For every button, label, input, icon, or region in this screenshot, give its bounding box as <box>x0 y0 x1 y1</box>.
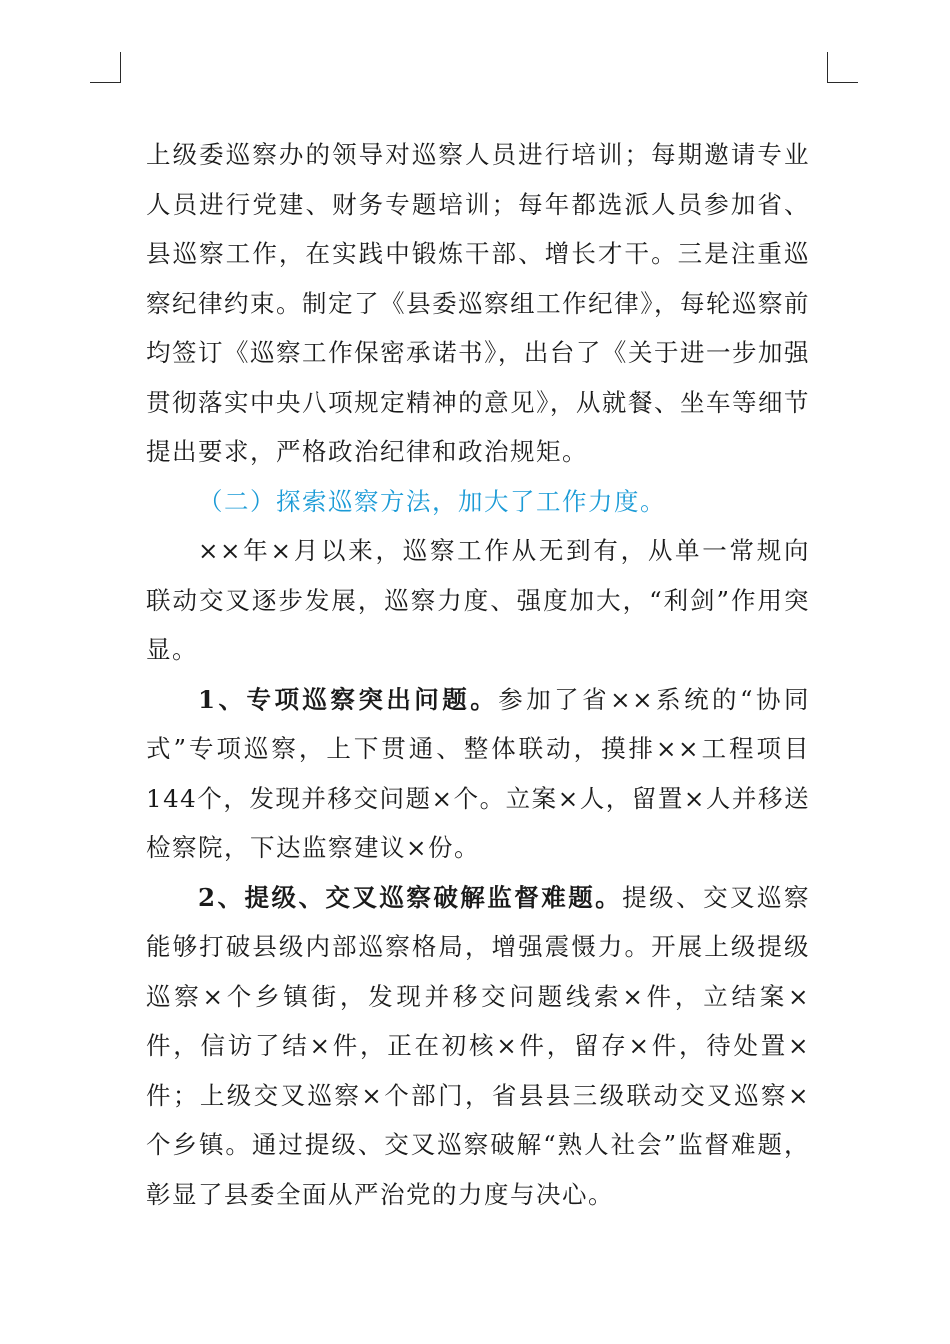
crop-mark-top-right <box>827 52 858 83</box>
paragraph-cross-inspection <box>146 873 810 1220</box>
crop-mark-top-left <box>90 52 121 83</box>
paragraph-title: 1、专项巡察突出问题。 <box>198 684 499 714</box>
paragraph-overview: ××年×月以来，巡察工作从无到有，从单一常规向联动交叉逐步发展，巡察力度、强度加大，“利剑”作用突显。 <box>146 536 810 664</box>
paragraph-special-inspection <box>146 675 810 873</box>
section-heading: （二）探索巡察方法，加大了工作力度。 <box>198 486 666 516</box>
paragraph-title: 2、提级、交叉巡察破解监督难题。 <box>198 882 623 912</box>
document-body <box>146 130 810 1219</box>
paragraph-training: 上级委巡察办的领导对巡察人员进行培训；每期邀请专业人员进行党建、财务专题培训；每年都选派人员参加省、县巡察工作，在实践中锻炼干部、增长才干。三是注重巡察纪律约束。制定了《县委巡察组工作纪律》，每轮巡察前均签订《巡察工作保密承诺书》，出台了《关于进一步加强贯彻落实中央八项规定精神的意见》，从就餐、坐车等细节提出要求，严格政治纪律和政治规矩。 <box>146 140 810 466</box>
paragraph-text: 参加了省××系统的“协同式”专项巡察，上下贯通、整体联动，摸排××工程项目144个，发现并移交问题×个。立案×人，留置×人并移送检察院，下达监察建议×份。 <box>146 684 810 862</box>
paragraph-text: 提级、交叉巡察能够打破县级内部巡察格局，增强震慑力。开展上级提级巡察×个乡镇街，发现并移交问题线索×件，立结案×件，信访了结×件，正在初核×件，留存×件，待处置×件；上级交叉巡察×个部门，省县县三级联动交叉巡察×个乡镇。通过提级、交叉巡察破解“熟人社会”监督难题，彰显了县委全面从严治党的力度与决心。 <box>146 882 811 1209</box>
